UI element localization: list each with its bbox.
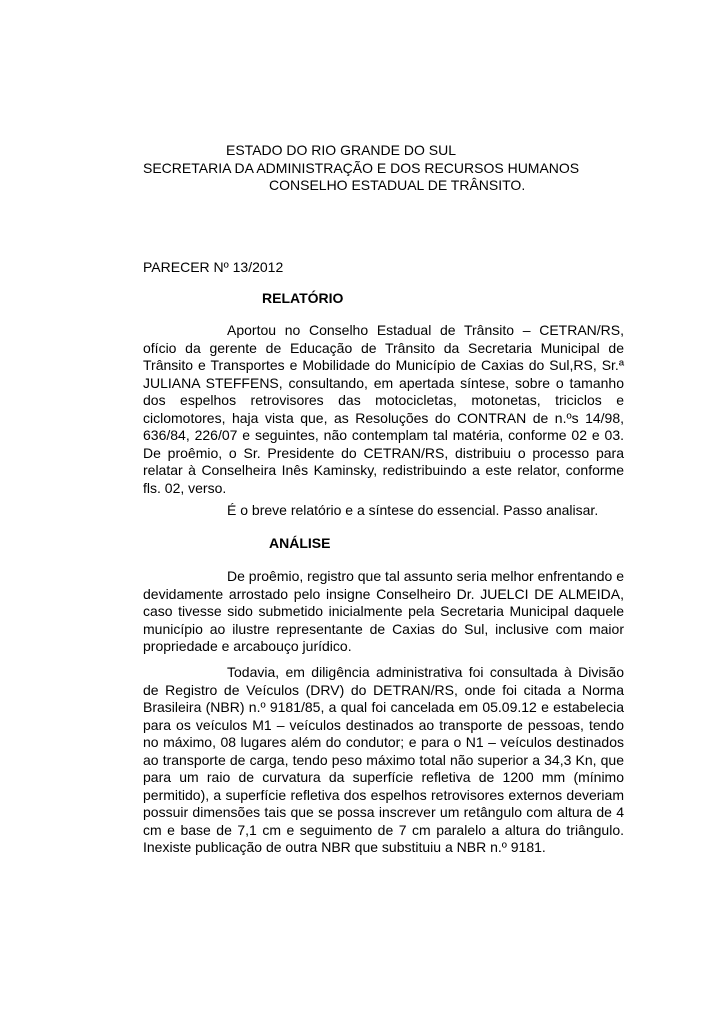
header-secretariat-line: SECRETARIA DA ADMINISTRAÇÃO E DOS RECURSOS HUMANOS	[143, 159, 580, 176]
parecer-number: PARECER Nº 13/2012	[143, 259, 284, 275]
section-title-analise: ANÁLISE	[269, 535, 331, 551]
header-council-line: CONSELHO ESTADUAL DE TRÂNSITO.	[269, 177, 526, 193]
paragraph-analise-diligence: Todavia, em diligência administrativa foi consultada à Divisão de Registro de Veículos (DRV) do DETRAN/RS, onde foi citada a Norma Brasileira (NBR) n.º 9181/85, a qual foi cancelada em 05.09.12 e estabelecia para os veículos M1 – veículos destinados ao transporte de pessoas, tendo no máximo, 08 lugares além do condutor; e para o N1 – veículos destinados ao transporte de carga, tendo peso máximo total não superior a 34,3 Kn, que para um raio de curvatura da superfície refletiva de 1200 mm (mínimo permitido), a superfície refletiva dos espelhos retrovisores externos deveriam possuir dimensões tais que se possa inscrever um retângulo com altura de 4 cm e base de 7,1 cm e seguimento de 7 cm paralelo a altura do triângulo. Inexiste publicação de outra NBR que substituiu a NBR n.º 9181.	[143, 664, 624, 855]
section-title-relatorio: RELATÓRIO	[262, 290, 344, 306]
header-state-line: ESTADO DO RIO GRANDE DO SUL	[226, 142, 456, 158]
paragraph-analise-intro: De proêmio, registro que tal assunto seria melhor enfrentando e devidamente arrostado pelo insigne Conselheiro Dr. JUELCI DE ALMEIDA, caso tivesse sido submetido inicialmente pela Secretaria Municipal daquele município ao ilustre representante de Caxias do Sul, inclusive com maior propriedade e arcabouço jurídico.	[143, 568, 624, 654]
paragraph-relatorio-body: Aportou no Conselho Estadual de Trânsito – CETRAN/RS, ofício da gerente de Educação de Trânsito da Secretaria Municipal de Trânsito e Transportes e Mobilidade do Município de Caxias do Sul,RS, Sr.ª JULIANA STEFFENS, consultando, em apertada síntese, sobre o tamanho dos espelhos retrovisores das motocicletas, motonetas, triciclos e ciclomotores, haja vista que, as Resoluções do CONTRAN de n.ºs 14/98, 636/84, 226/07 e seguintes, não contemplam tal matéria, conforme 02 e 03. De proêmio, o Sr. Presidente do CETRAN/RS, distribuiu o processo para relatar à Conselheira Inês Kaminsky, redistribuindo a este relator, conforme fls. 02, verso.	[143, 322, 624, 496]
paragraph-relatorio-closing: É o breve relatório e a síntese do essencial. Passo analisar.	[227, 502, 599, 518]
document-header	[143, 142, 623, 195]
